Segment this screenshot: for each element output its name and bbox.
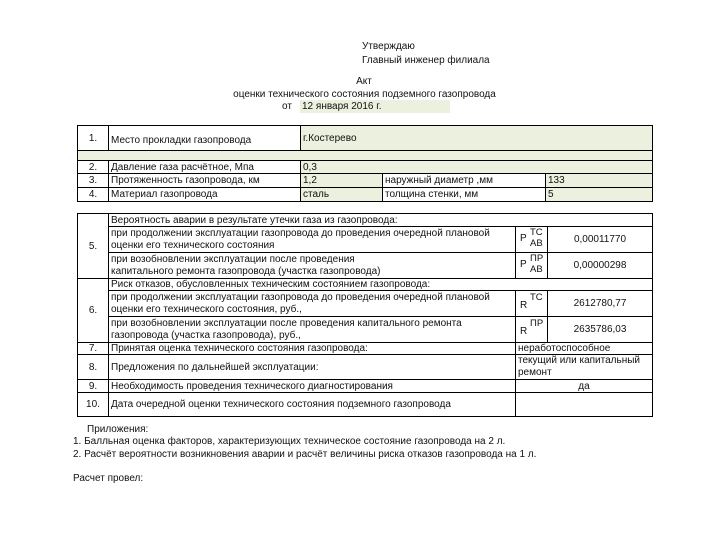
symbol-superscript: ТС [530,227,543,238]
approver-position: Главный инженер филиала [362,55,490,66]
row-label: Дата очередной оценки технического состояния подземного газопровода [109,393,516,417]
empty-filled-row [78,151,653,161]
risk-value: 2612780,77 [548,291,653,317]
wall-thickness-label: толщина стенки, мм [383,188,546,202]
probability-symbol [516,253,544,275]
symbol-superscript: ПР [530,318,544,329]
diagnostics-needed-value: да [516,380,653,393]
approval-label: Утверждаю [362,41,415,52]
row-label: Место прокладки газопровода [109,126,301,151]
row-number: 4. [78,188,109,202]
row-number: 9. [78,380,109,393]
symbol-main: R [520,300,528,311]
row-label: Давление газа расчётное, Мпа [109,161,301,174]
assessment-results-table [77,213,653,417]
table-row [78,214,653,227]
operation-proposal-value [516,355,653,380]
outer-diameter-label: наружный диаметр ,мм [383,174,546,188]
subrow-label-line: при продолжении эксплуатации газопровода до проведения очередной плановой [111,291,490,303]
pressure-value: 0,3 [301,161,653,174]
symbol-subscript: АВ [530,264,543,275]
appendices-heading: Приложения: [87,424,149,435]
document-subtitle: оценки технического состояния подземного газопровода [233,89,496,100]
appendix-item: 1. Балльная оценка факторов, характеризующих техническое состояние газопровода на 2 л. [73,436,506,447]
table-row [78,126,653,151]
table-row [78,161,653,174]
table-row [78,253,653,279]
table-row [78,317,653,343]
document-date: 12 января 2016 г. [302,101,382,112]
material-value: сталь [301,188,383,202]
subrow-label-line: при продолжении эксплуатации газопровода до проведения очередной плановой [111,227,490,239]
row-number: 2. [78,161,109,174]
pipeline-parameters-table [77,125,653,202]
subrow-label [109,227,516,253]
risk-symbol [516,291,544,313]
table-row [78,174,653,188]
symbol-cell [516,227,548,253]
row-number: 10. [78,393,109,417]
table-row [78,188,653,202]
failure-risk-title: Риск отказов, обусловленных техническим состоянием газопровода: [109,279,653,291]
row-number: 1. [78,126,109,151]
subrow-label [109,317,516,343]
subrow-label-line: газопровода (участка газопровода), руб., [111,329,301,341]
subrow-label-line: оценки его технического состояния [111,239,275,251]
value-line: ремонт [518,367,552,378]
symbol-subscript: АВ [530,238,543,249]
row-number: 8. [78,355,109,380]
length-value: 1,2 [301,174,383,188]
symbol-superscript: ТС [530,292,543,303]
table-row [78,279,653,291]
symbol-main: R [520,326,528,337]
subrow-label [109,291,516,317]
subrow-label-line: оценки его технического состояния, руб., [111,303,302,315]
probability-value: 0,00011770 [548,227,653,253]
subrow-label-line: капитального ремонта газопровода (участка газопровода) [111,265,381,277]
symbol-cell [516,253,548,279]
row-label: Предложения по дальнейшей эксплуатации: [109,355,516,380]
date-prefix: от [282,101,292,112]
spacer-row [78,151,653,161]
subrow-label-line: при возобновлении эксплуатации после проведения [111,253,355,265]
row-label: Необходимость проведения технического диагностирования [109,380,516,393]
row-label: Принятая оценка технического состояния газопровода: [109,343,516,355]
row-number: 5. [78,214,109,279]
symbol-main: P [520,233,527,244]
row-number: 3. [78,174,109,188]
next-assessment-date-value [516,393,653,417]
technical-condition-value: неработоспособное [516,343,653,355]
row-label: Материал газопровода [109,188,301,202]
table-row [78,355,653,380]
subrow-label [109,253,516,279]
outer-diameter-value: 133 [546,174,653,188]
value-line: текущий или капитальный [518,355,641,366]
table-row [78,343,653,355]
table-row [78,227,653,253]
probability-symbol [516,227,544,249]
probability-value: 0,00000298 [548,253,653,279]
appendix-item: 2. Расчёт вероятности возникновения аварии и расчёт величины риска отказов газопровода на 1 л. [73,449,537,460]
risk-value: 2635786,03 [548,317,653,343]
symbol-cell [516,291,548,317]
signature-label: Расчет провел: [73,473,144,484]
wall-thickness-value: 5 [546,188,653,202]
symbol-cell [516,317,548,343]
symbol-superscript: ПР [530,253,544,264]
document-title: Акт [356,76,372,87]
symbol-main: P [520,259,527,270]
risk-symbol [516,317,544,339]
row-number: 7. [78,343,109,355]
row-number: 6. [78,279,109,343]
row-label: Протяженность газопровода, км [109,174,301,188]
table-row [78,380,653,393]
accident-probability-title: Вероятность аварии в результате утечки газа из газопровода: [109,214,653,227]
subrow-label-line: при возобновлении эксплуатации после проведения капитального ремонта [111,317,462,329]
table-row [78,291,653,317]
table-row [78,393,653,417]
laying-location-value: г.Костерево [301,126,653,151]
